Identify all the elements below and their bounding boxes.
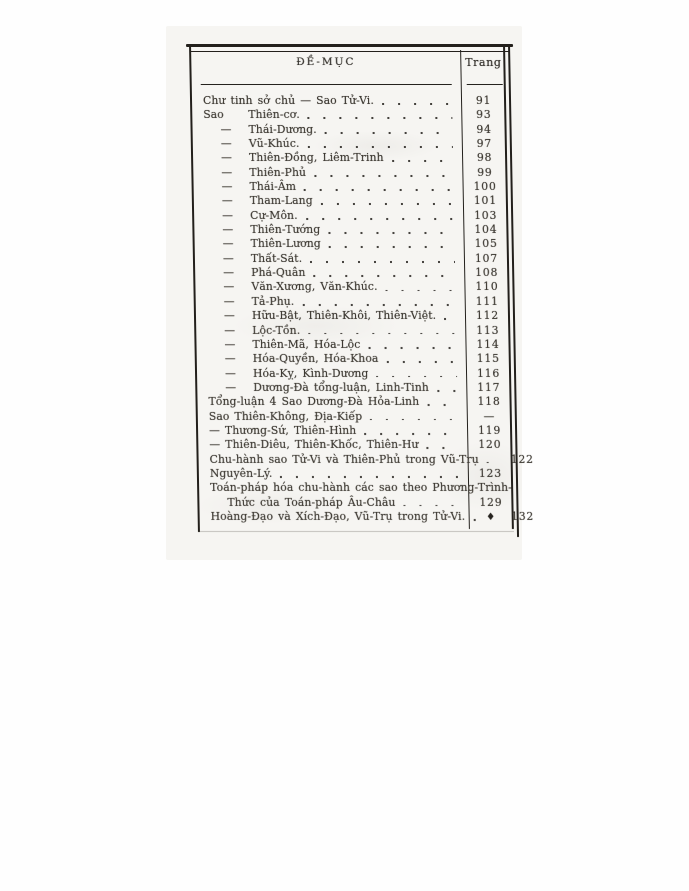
dot-leader xyxy=(306,218,455,220)
toc-row xyxy=(190,108,506,122)
row-title: Hóa-Kỵ, Kình-Dương xyxy=(252,366,369,380)
row-page-number: 103 xyxy=(474,208,498,222)
toc-row xyxy=(196,452,534,467)
toc-row xyxy=(196,424,512,438)
row-page-number: 101 xyxy=(473,194,497,208)
dot-leader xyxy=(427,404,457,406)
row-page-number: 123 xyxy=(478,466,502,480)
row-title: Vũ-Khúc. xyxy=(248,137,300,151)
dot-leader xyxy=(364,433,458,435)
dot-leader xyxy=(328,232,454,234)
toc-row xyxy=(191,166,507,180)
row-prefix: — xyxy=(220,137,232,151)
dot-leader xyxy=(487,462,491,464)
row-prefix: — xyxy=(225,380,237,394)
row-page-number: 129 xyxy=(479,495,503,509)
toc-row xyxy=(192,223,508,237)
dot-leader xyxy=(308,333,456,335)
toc-table xyxy=(189,44,535,532)
toc-row xyxy=(194,309,510,323)
dot-leader xyxy=(473,519,477,521)
row-title: Chu-hành sao Tử-Vi và Thiên-Phủ trong Vũ-Trụ xyxy=(209,452,479,466)
toc-row xyxy=(195,395,511,409)
row-prefix: — xyxy=(222,237,234,251)
row-title: Thiên-Đồng, Liêm-Trinh xyxy=(248,151,384,165)
row-page-number: 97 xyxy=(476,137,493,151)
row-title: Thiên-Tướng xyxy=(250,223,321,237)
row-title: Tổng-luận 4 Sao Dương-Đà Hỏa-Linh xyxy=(208,395,420,409)
row-title: Thiên-Phủ xyxy=(249,165,307,179)
row-prefix: — xyxy=(223,280,235,294)
row-title: Hóa-Quyền, Hóa-Khoa xyxy=(252,352,379,366)
row-page-number: 132 xyxy=(510,509,535,523)
toc-row xyxy=(192,209,508,223)
page-column-header: Trang xyxy=(465,56,502,69)
dot-leader xyxy=(368,347,456,349)
row-title: Thiên-cơ. xyxy=(248,108,300,122)
row-title: — Thiên-Diêu, Thiên-Khốc, Thiên-Hư xyxy=(209,438,419,452)
row-title: Thiên-Mã, Hóa-Lộc xyxy=(252,337,361,351)
toc-row xyxy=(190,94,506,108)
toc-row xyxy=(197,496,513,510)
row-title: Nguyên-Lý. xyxy=(209,466,273,480)
row-title: Lộc-Tồn. xyxy=(252,323,301,337)
row-prefix: — xyxy=(223,309,235,323)
dot-leader xyxy=(321,203,454,205)
row-title: Dương-Đà tổng-luận, Linh-Tinh xyxy=(253,380,430,394)
dot-leader xyxy=(392,160,453,162)
dot-leader xyxy=(386,290,456,292)
row-prefix: — xyxy=(220,122,232,136)
row-title: Hữu-Bật, Thiên-Khôi, Thiên-Việt. xyxy=(251,309,437,323)
dot-leader xyxy=(329,246,455,248)
row-title: Thiên-Lương xyxy=(250,237,321,251)
row-prefix: — xyxy=(224,323,236,337)
toc-row xyxy=(193,237,509,251)
row-title: Thất-Sát. xyxy=(250,251,303,265)
header-rule-page xyxy=(467,84,503,86)
row-title: Tham-Lang xyxy=(249,194,313,208)
toc-row xyxy=(191,137,507,151)
row-title: Tả-Phụ. xyxy=(251,294,295,308)
row-page-number: 118 xyxy=(477,395,501,409)
dot-leader xyxy=(387,361,457,363)
header-rule-subject xyxy=(201,84,452,86)
row-page-number: 105 xyxy=(474,237,498,251)
row-prefix: — xyxy=(222,223,234,237)
row-page-number: 117 xyxy=(477,380,501,394)
row-page-number: 122 xyxy=(510,452,534,466)
row-prefix: — xyxy=(220,151,233,165)
dot-leader xyxy=(382,103,452,105)
dot-leader xyxy=(302,304,455,306)
ink-mark: ♦ xyxy=(486,511,496,523)
row-prefix: — xyxy=(224,366,236,380)
row-page-number: — xyxy=(483,409,496,423)
row-page-number: 93 xyxy=(476,108,492,122)
dot-leader xyxy=(404,505,460,507)
row-prefix: — xyxy=(222,208,234,222)
row-page-number: 111 xyxy=(475,294,499,308)
toc-row xyxy=(197,467,513,481)
dot-leader xyxy=(314,175,453,177)
row-prefix: — xyxy=(222,251,234,265)
row-prefix: — xyxy=(221,194,233,208)
row-prefix: — xyxy=(221,165,233,179)
table-border-bottom-faded xyxy=(200,531,514,532)
dot-leader xyxy=(427,447,459,449)
rows-container xyxy=(190,94,535,524)
toc-row xyxy=(198,509,535,524)
toc-row xyxy=(193,280,509,294)
toc-row xyxy=(196,438,512,452)
toc-row xyxy=(197,481,513,495)
toc-row xyxy=(190,123,506,137)
dot-leader xyxy=(444,318,456,320)
row-title: Phá-Quân xyxy=(251,266,306,280)
row-page-number: 116 xyxy=(476,366,501,380)
row-title: Văn-Xương, Văn-Khúc. xyxy=(251,280,378,294)
dot-leader xyxy=(308,117,453,119)
toc-row xyxy=(191,180,507,194)
row-title: Hoàng-Đạo và Xích-Đạo, Vũ-Trụ trong Tử-Vi. xyxy=(210,509,466,523)
row-title: Thức của Toán-pháp Âu-Châu xyxy=(227,495,396,509)
dot-leader xyxy=(280,476,459,478)
dot-leader xyxy=(370,419,458,421)
toc-row xyxy=(195,352,511,366)
dot-leader xyxy=(310,261,455,263)
row-page-number: 91 xyxy=(475,94,492,107)
row-prefix: — xyxy=(221,180,233,194)
row-title: Toán-pháp hóa chu-hành các sao theo Phương-Trình- xyxy=(210,481,513,495)
row-page-number: 114 xyxy=(476,337,500,351)
row-page-number: 120 xyxy=(478,438,502,452)
row-title: Chư tinh sở chủ — Sao Tử-Vi. xyxy=(202,94,375,107)
dot-leader xyxy=(325,132,453,134)
row-prefix: — xyxy=(223,294,235,308)
row-page-number: 112 xyxy=(475,309,500,323)
toc-row xyxy=(195,381,511,395)
row-page-number: 108 xyxy=(475,266,499,280)
toc-row xyxy=(193,266,509,280)
subject-column-header: ĐỀ-MỤC xyxy=(296,56,356,68)
row-page-number: 119 xyxy=(477,423,502,437)
dot-leader xyxy=(304,189,454,191)
dot-leader xyxy=(314,275,456,277)
row-page-number: 107 xyxy=(474,251,499,265)
row-title: Cự-Môn. xyxy=(250,208,298,222)
row-page-number: 98 xyxy=(476,151,493,165)
toc-row xyxy=(196,410,512,424)
row-page-number: 104 xyxy=(474,223,498,237)
toc-row xyxy=(191,151,507,165)
row-prefix: — xyxy=(224,352,236,366)
row-page-number: 94 xyxy=(476,122,492,136)
row-title: Sao Thiên-Không, Địa-Kiếp xyxy=(208,409,363,423)
row-page-number: 110 xyxy=(475,280,499,294)
toc-row xyxy=(192,194,508,208)
row-page-number: 100 xyxy=(473,180,497,194)
toc-row xyxy=(194,324,510,338)
row-title: Thái-Dương. xyxy=(248,122,317,136)
row-prefix: — xyxy=(224,337,236,351)
row-page-number: 115 xyxy=(476,352,500,366)
row-title: — Thương-Sứ, Thiên-Hình xyxy=(208,423,357,437)
toc-row xyxy=(194,338,510,352)
row-prefix: — xyxy=(223,266,235,280)
row-title: Thái-Âm xyxy=(249,180,297,194)
row-page-number: 113 xyxy=(476,323,500,337)
dot-leader xyxy=(308,146,453,148)
table-border-top-thick xyxy=(186,44,513,47)
toc-row xyxy=(193,252,509,266)
toc-row xyxy=(194,295,510,309)
row-prefix: Sao xyxy=(203,108,224,122)
dot-leader xyxy=(376,376,457,378)
toc-row xyxy=(195,367,511,381)
row-page-number: 99 xyxy=(477,165,493,179)
dot-leader xyxy=(437,390,457,392)
